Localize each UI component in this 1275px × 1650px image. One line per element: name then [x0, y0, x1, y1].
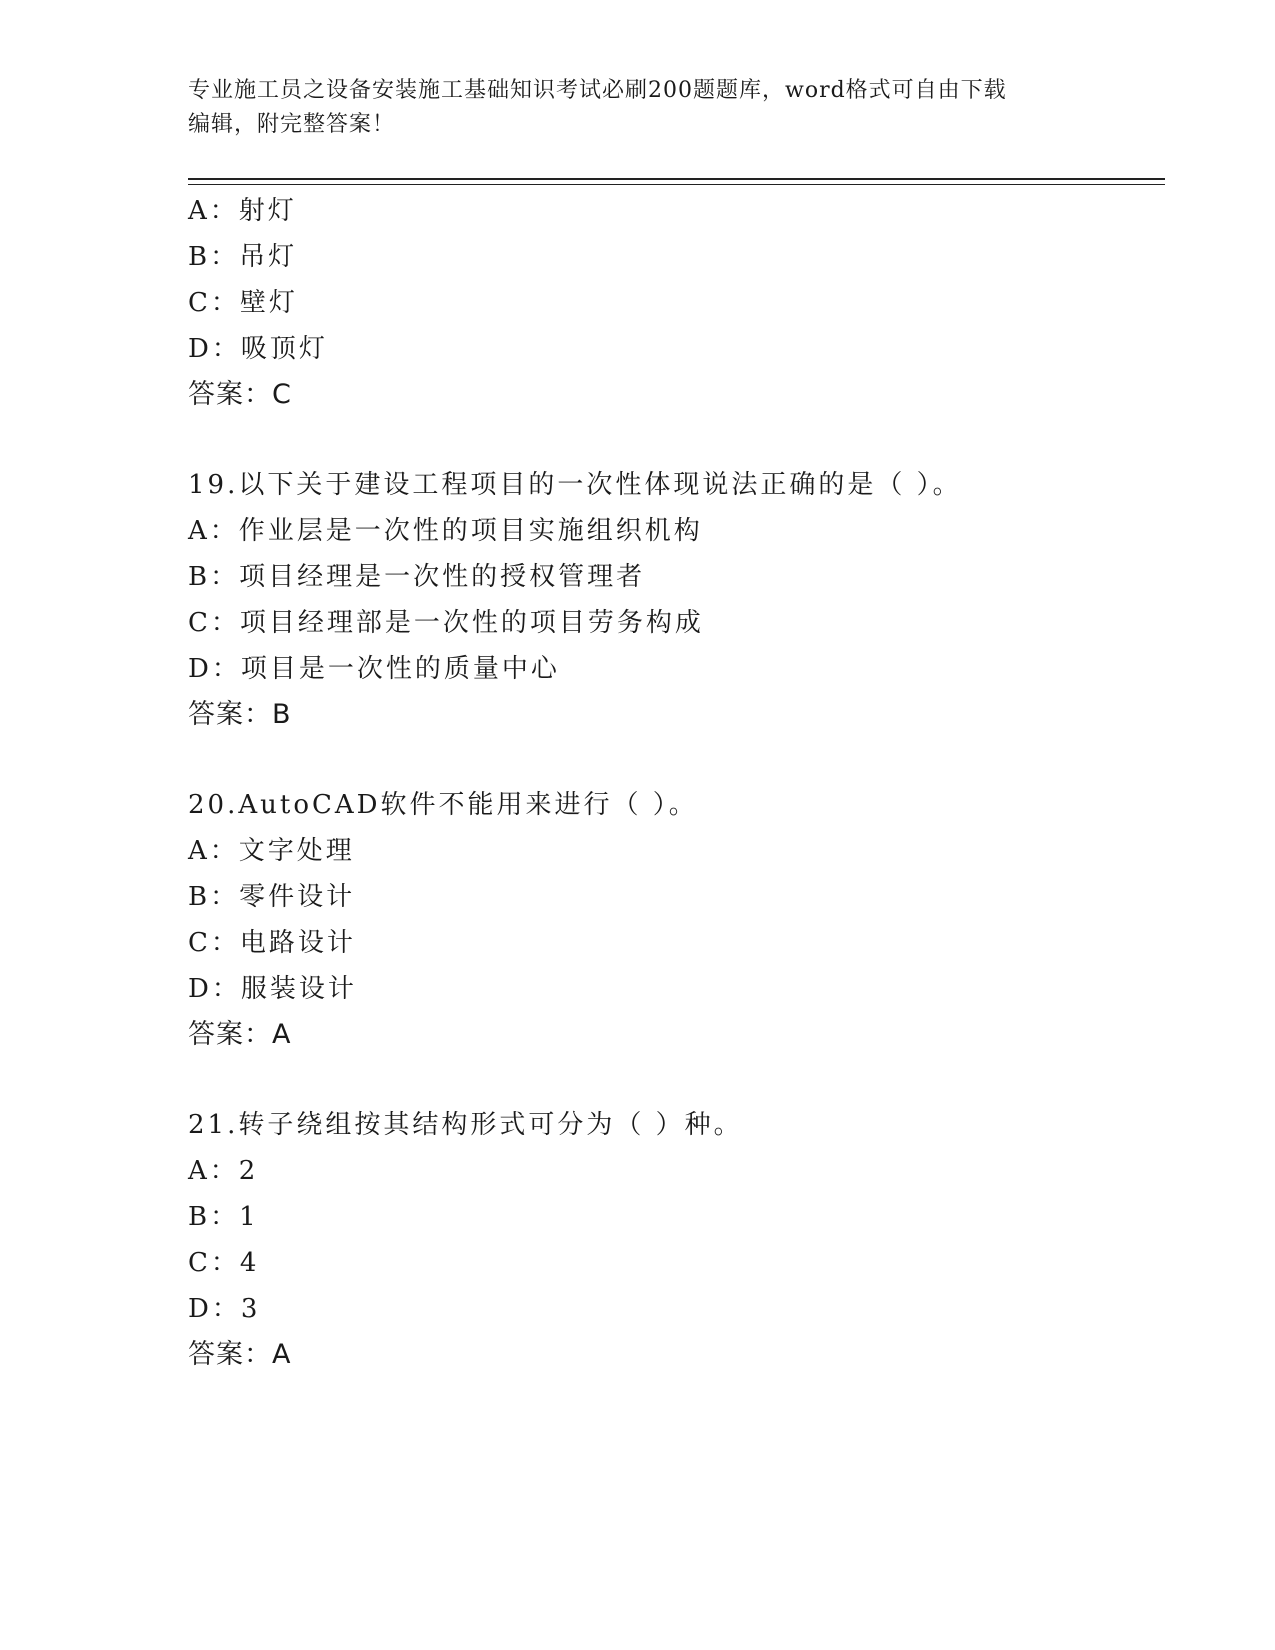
document-header — [188, 74, 1088, 142]
question-text: 19.以下关于建设工程项目的一次性体现说法正确的是（ ）。 — [188, 470, 962, 500]
option-a: A：2 — [188, 1156, 259, 1186]
question-text: 20.AutoCAD软件不能用来进行（ ）。 — [188, 790, 698, 820]
option-d: D：吸顶灯 — [188, 334, 328, 364]
question-block-18 — [188, 188, 1165, 418]
option-a: A：射灯 — [188, 196, 297, 226]
header-divider-thick — [188, 178, 1165, 180]
option-d: D：3 — [188, 1294, 261, 1324]
question-list — [188, 188, 1165, 1378]
spacer — [188, 418, 1165, 462]
spacer — [188, 738, 1165, 782]
answer-line: 答案：A — [188, 1339, 292, 1370]
option-d: D：项目是一次性的质量中心 — [188, 654, 560, 684]
header-title-line1: 专业施工员之设备安装施工基础知识考试必刷200题题库，word格式可自由下载 — [188, 78, 1007, 103]
option-b: B：零件设计 — [188, 882, 356, 912]
option-b: B：吊灯 — [188, 242, 298, 272]
header-title-line2: 编辑，附完整答案！ — [188, 112, 396, 137]
option-c: C：壁灯 — [188, 288, 298, 318]
option-a: A：文字处理 — [188, 836, 355, 866]
header-divider-thin — [188, 184, 1165, 185]
answer-line: 答案：B — [188, 699, 292, 730]
option-a: A：作业层是一次性的项目实施组织机构 — [188, 516, 703, 546]
option-c: C：电路设计 — [188, 928, 356, 958]
question-block-20 — [188, 782, 1165, 1058]
answer-line: 答案：A — [188, 1019, 292, 1050]
option-c: C：4 — [188, 1248, 260, 1278]
question-block-19 — [188, 462, 1165, 738]
option-b: B：项目经理是一次性的授权管理者 — [188, 562, 646, 592]
spacer — [188, 1058, 1165, 1102]
option-b: B：1 — [188, 1202, 259, 1232]
question-block-21 — [188, 1102, 1165, 1378]
question-text: 21.转子绕组按其结构形式可分为（ ）种。 — [188, 1110, 743, 1140]
answer-line: 答案：C — [188, 379, 292, 410]
option-d: D：服装设计 — [188, 974, 357, 1004]
option-c: C：项目经理部是一次性的项目劳务构成 — [188, 608, 704, 638]
